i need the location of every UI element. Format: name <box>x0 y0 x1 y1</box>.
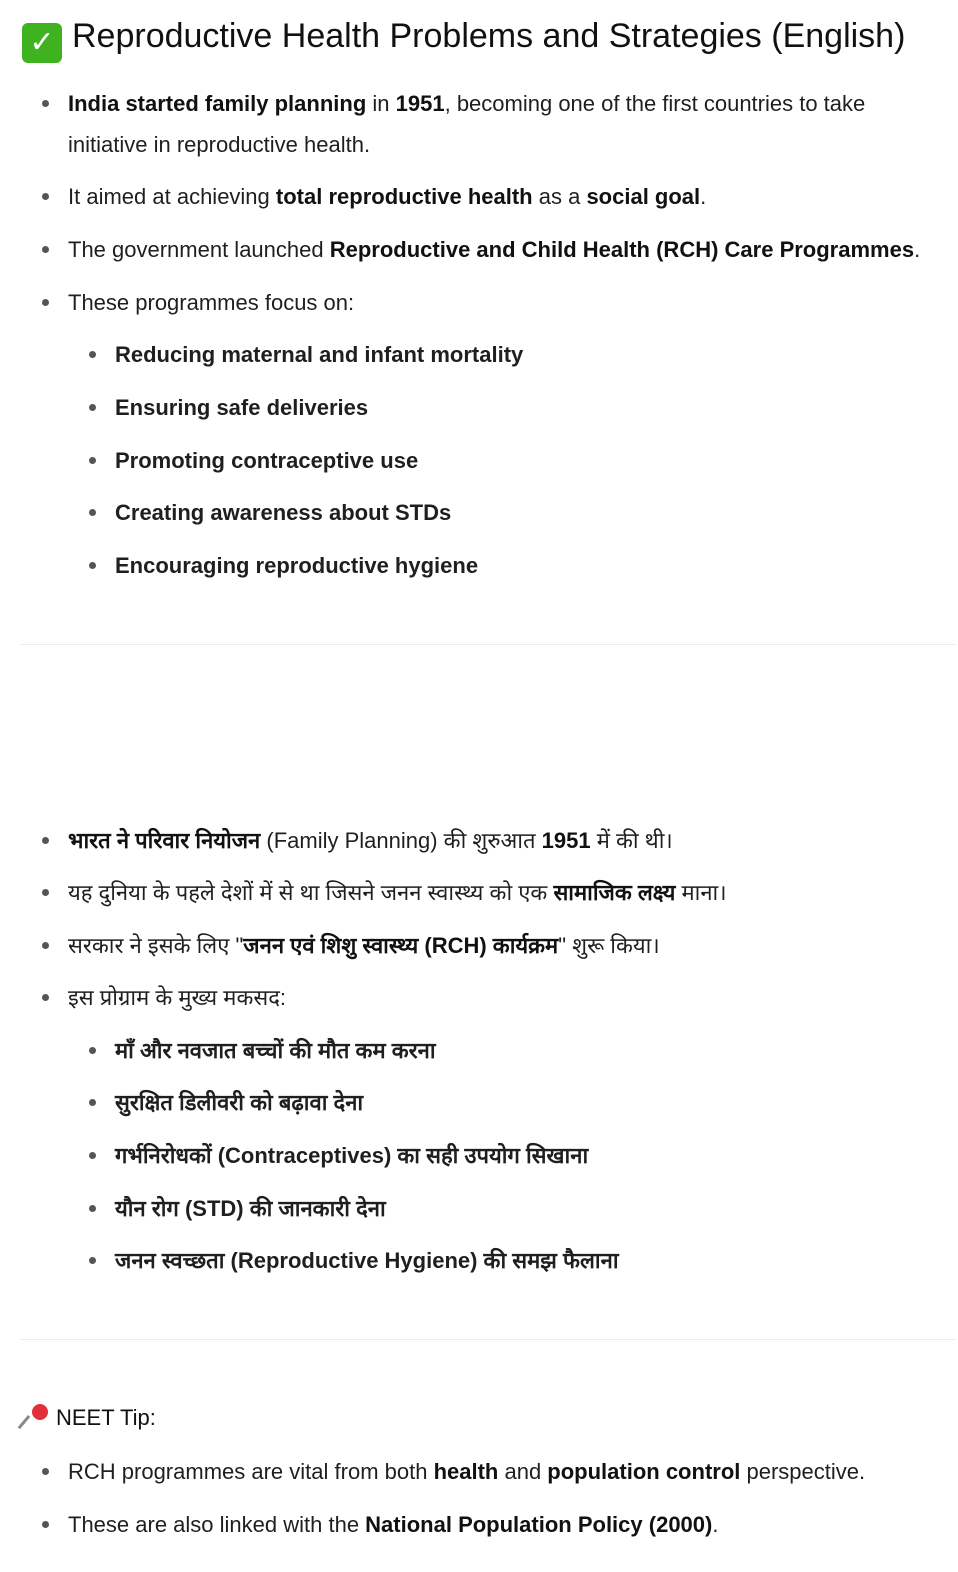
list-item: These programmes focus on: <box>68 282 938 323</box>
list-item: It aimed at achieving total reproductive health as a social goal. <box>68 176 938 217</box>
neet-tip-label: NEET Tip <box>56 1405 150 1430</box>
list-item: RCH programmes are vital from both health and population control perspective. <box>68 1451 938 1492</box>
section-divider <box>20 644 956 645</box>
section-divider <box>20 1339 956 1340</box>
sub-list-item: माँ और नवजात बच्चों की मौत कम करना <box>115 1030 935 1071</box>
list-item: The government launched Reproductive and Child Health (RCH) Care Programmes. <box>68 229 938 270</box>
page-title <box>22 12 905 63</box>
sub-list-item: गर्भनिरोधकों (Contraceptives) का सही उपयोग सिखाना <box>115 1135 935 1176</box>
list-item: यह दुनिया के पहले देशों में से था जिसने जनन स्वास्थ्य को एक सामाजिक लक्ष्य माना। <box>68 872 938 913</box>
pushpin-icon <box>22 1403 50 1431</box>
sub-list-item: जनन स्वच्छता (Reproductive Hygiene) की समझ फैलाना <box>115 1240 935 1281</box>
neet-tip-heading: NEET Tip: <box>22 1400 156 1436</box>
page-title-text: Reproductive Health Problems and Strategies (English) <box>72 17 906 55</box>
sub-list-item: Ensuring safe deliveries <box>115 387 935 428</box>
sub-list-item: यौन रोग (STD) की जानकारी देना <box>115 1188 935 1229</box>
list-item: सरकार ने इसके लिए "जनन एवं शिशु स्वास्थ्य (RCH) कार्यक्रम" शुरू किया। <box>68 925 938 966</box>
sub-list-item: Promoting contraceptive use <box>115 440 935 481</box>
sub-list-item: Reducing maternal and infant mortality <box>115 334 935 375</box>
list-item: These are also linked with the National Population Policy (2000). <box>68 1504 938 1545</box>
list-item: इस प्रोग्राम के मुख्य मकसद: <box>68 977 938 1018</box>
list-item: India started family planning in 1951, becoming one of the first countries to take initiative in reproductive health. <box>68 83 938 165</box>
sub-list-item: सुरक्षित डिलीवरी को बढ़ावा देना <box>115 1082 935 1123</box>
check-mark-icon: ✓ <box>22 23 62 63</box>
sub-list-item: Creating awareness about STDs <box>115 492 935 533</box>
sub-list-item: Encouraging reproductive hygiene <box>115 545 935 586</box>
list-item: भारत ने परिवार नियोजन (Family Planning) की शुरुआत 1951 में की थी। <box>68 820 938 861</box>
